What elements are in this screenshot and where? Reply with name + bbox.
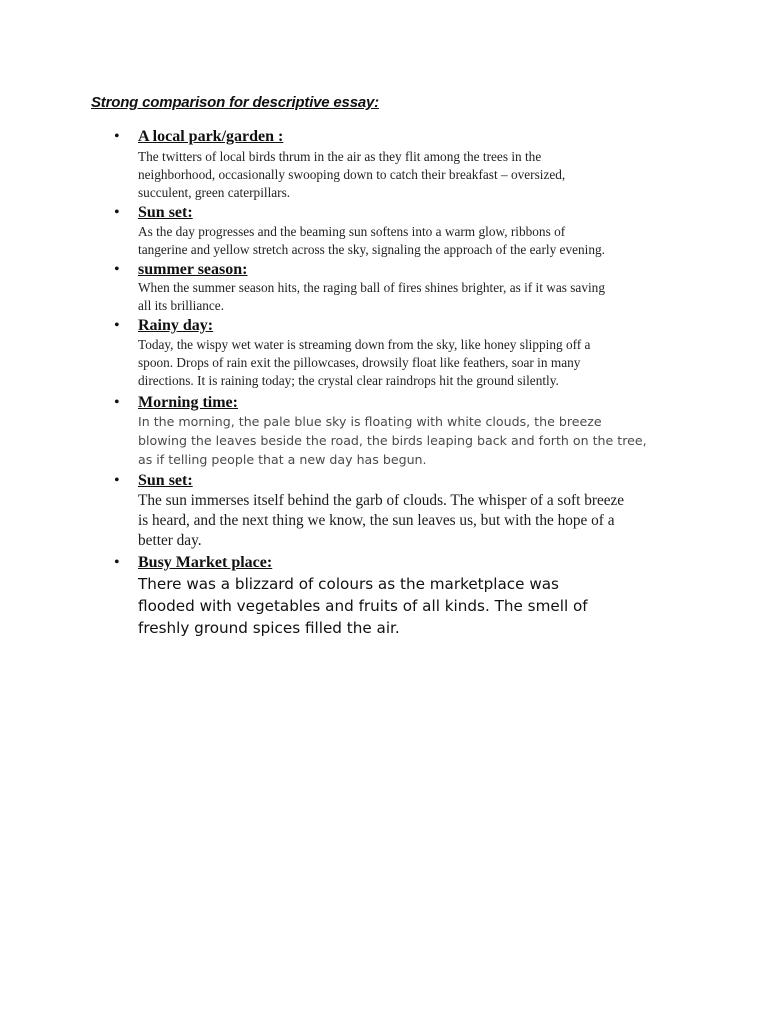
bullet-icon: • — [114, 204, 120, 221]
item-text: The twitters of local birds thrum in the air as they flit among the trees in the neighborhood, occasionally swooping down to catch their breakfast – oversized, succulent, green caterpillars. — [138, 149, 566, 200]
item-text: In the morning, the pale blue sky is floating with white clouds, the breeze blowing the leaves beside the road, the birds leaping back and forth on the tree, as if telling people that a new day has begun. — [138, 414, 647, 467]
item-text: When the summer season hits, the raging ball of fires shines brighter, as if it was saving all its brilliance. — [138, 280, 605, 313]
item-heading: summer season: — [138, 261, 248, 278]
item-text: Today, the wispy wet water is streaming down from the sky, like honey slipping off a spoon. Drops of rain exit the pillowcases, drowsily float like feathers, soar in many directions. It is raining today; the crystal clear raindrops hit the ground silently. — [138, 337, 591, 388]
item-heading: Sun set: — [138, 472, 193, 489]
item-heading: Sun set: — [138, 204, 193, 221]
item-text: There was a blizzard of colours as the marketplace was flooded with vegetables and fruits of all kinds. The smell of freshly ground spices filled the air. — [138, 575, 588, 637]
item-heading: Morning time: — [138, 394, 238, 411]
item-text: The sun immerses itself behind the garb of clouds. The whisper of a soft breeze is heard, and the next thing we know, the sun leaves us, but with the hope of a better day. — [138, 492, 625, 549]
bullet-icon: • — [114, 261, 120, 278]
item-heading: Rainy day: — [138, 317, 214, 334]
item-heading: A local park/garden : — [138, 128, 284, 145]
bullet-icon: • — [114, 317, 120, 334]
bullet-icon: • — [114, 554, 120, 571]
bullet-icon: • — [114, 472, 120, 489]
item-heading: Busy Market place: — [138, 554, 273, 571]
bullet-icon: • — [114, 394, 120, 411]
bullet-icon: • — [114, 128, 120, 145]
item-text: As the day progresses and the beaming sun softens into a warm glow, ribbons of tangerine and yellow stretch across the sky, signaling the approach of the early evening. — [138, 224, 605, 257]
document-title: Strong comparison for descriptive essay: — [91, 94, 379, 111]
